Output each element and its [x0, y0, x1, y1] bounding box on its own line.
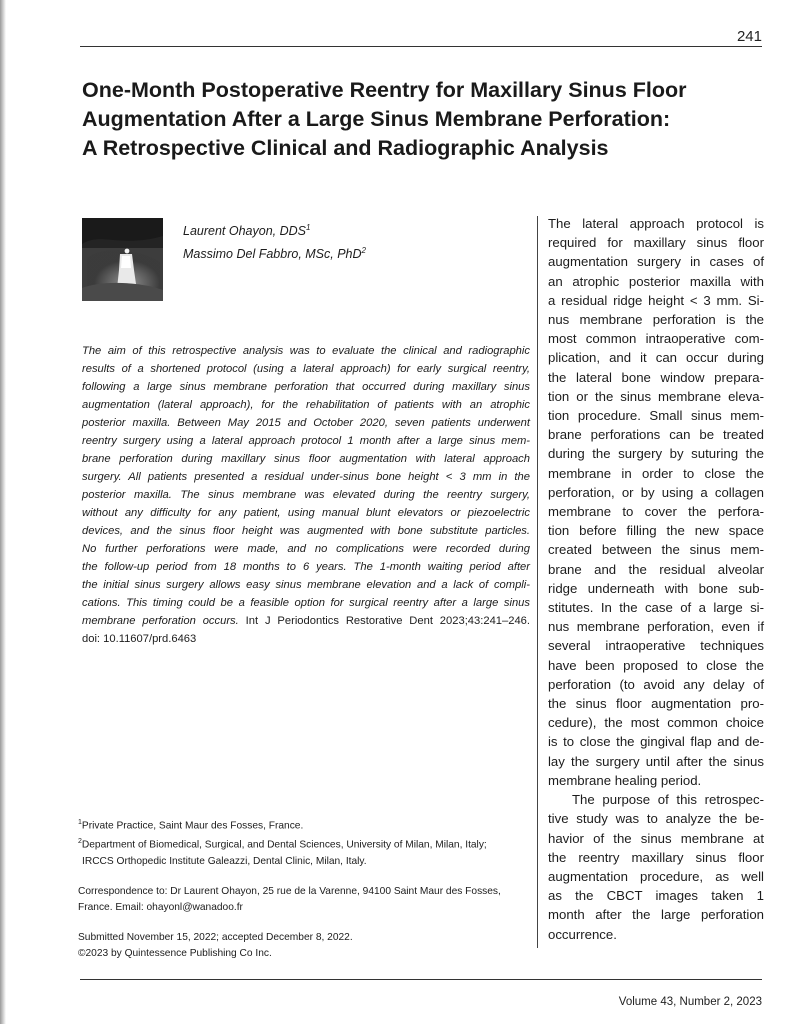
abstract-line: cations. This timing could be a feasible option for surgical reentry after a large sinus: [82, 597, 530, 609]
author-name: Laurent Ohayon, DDS: [183, 224, 306, 239]
affiliation-mark: 1: [78, 819, 82, 826]
author-2: [183, 241, 366, 264]
body-line: havior of the sinus membrane at: [548, 830, 764, 846]
submission-dates: Submitted November 15, 2022; accepted December 8, 2022.: [78, 931, 353, 943]
author-name: Massimo Del Fabbro, MSc, PhD: [183, 247, 362, 262]
author-affiliation-mark: 1: [306, 223, 311, 232]
affiliation-1-text: Private Practice, Saint Maur des Fosses, France.: [81, 820, 304, 832]
abstract-line: devices, and the sinus floor height was augmented with bone substitute particles.: [82, 525, 530, 537]
column-divider: [537, 216, 538, 948]
body-line: required for maxillary sinus floor: [548, 235, 764, 251]
correspondence-email: France. Email: ohayonl@wanadoo.fr: [78, 901, 243, 913]
body-line: tion procedure. Small sinus mem-: [548, 408, 764, 424]
abstract-line: augmentation (lateral approach), for the rehabilitation of patients with an atrophic: [82, 399, 530, 411]
body-line: nus membrane perforation, even if: [548, 619, 764, 635]
abstract: [82, 342, 530, 648]
body-line: a residual ridge height < 3 mm. Si-: [548, 292, 764, 308]
abstract-line: posterior maxilla. The sinus membrane was elevated during the reentry surgery,: [82, 489, 530, 501]
body-line: as the CBCT images taken 1: [548, 888, 764, 904]
body-line: cedure), the most common choice: [548, 715, 764, 731]
copyright: ©2023 by Quintessence Publishing Co Inc.: [78, 947, 272, 959]
abstract-line: following a large sinus membrane perforation that occurred during maxillary sinus: [82, 381, 530, 393]
body-line: have been proposed to close the: [548, 657, 764, 673]
page-number: 241: [736, 28, 762, 45]
body-line: the lateral bone window prepara-: [548, 369, 764, 385]
author-1: [183, 218, 366, 241]
footnotes: [78, 815, 501, 962]
body-line: perforation, or by using a collagen: [548, 484, 764, 500]
body-line: several intraoperative techniques: [548, 638, 764, 654]
body-line: created between the sinus mem-: [548, 542, 764, 558]
abstract-final-text: membrane perforation occurs.: [82, 615, 239, 627]
body-line: an atrophic posterior maxilla with: [548, 273, 764, 289]
page-edge-shadow: [0, 0, 6, 1024]
body-line: membrane to cover the perfora-: [548, 504, 764, 520]
body-line: membrane healing period.: [548, 772, 702, 788]
header-rule: [80, 46, 762, 47]
body-line: most common intraoperative com-: [548, 331, 764, 347]
journal-citation: Int J Periodontics Restorative Dent 2023;43:241–246.: [245, 615, 531, 627]
title-line: One-Month Postoperative Reentry for Maxillary Sinus Floor: [82, 78, 687, 102]
body-line: brane and the residual alveolar: [548, 561, 764, 577]
body-line: the reentry maxillary sinus floor: [548, 849, 764, 865]
body-line: The purpose of this retrospec-: [572, 792, 764, 808]
footer-rule: [80, 979, 762, 980]
author-list: [183, 218, 366, 264]
body-text-column: [548, 214, 764, 944]
affiliation-2-continued: IRCCS Orthopedic Institute Galeazzi, Dental Clinic, Milan, Italy.: [82, 855, 367, 867]
abstract-line: reentry surgery using a lateral approach protocol 1 month after a large sinus mem-: [82, 435, 530, 447]
body-line: during the surgery by suturing the: [548, 446, 764, 462]
abstract-line: the initial sinus surgery allows easy sinus membrane elevation and a lack of compli-: [82, 579, 530, 591]
body-line: lay the surgery until after the sinus: [548, 753, 764, 769]
body-line: tion or the sinus membrane eleva-: [548, 388, 764, 404]
body-line: plication, and it can occur during: [548, 350, 764, 366]
abstract-line: posterior maxilla. Between May 2015 and October 2020, seven patients underwent: [82, 417, 530, 429]
affiliation-mark: 2: [78, 838, 82, 846]
body-line: tive study was to analyze the be-: [548, 811, 764, 827]
abstract-line-final: [82, 612, 530, 630]
body-line: augmentation procedure, as well: [548, 868, 764, 884]
abstract-line: surgery. All patients presented a residual under-sinus bone height < 3 mm in the: [82, 471, 530, 483]
body-line: tion before filling the new space: [548, 523, 764, 539]
affiliation-2: [78, 834, 501, 853]
article-title: [82, 76, 772, 163]
body-line: month after the large perforation: [548, 907, 764, 923]
abstract-line: The aim of this retrospective analysis was to evaluate the clinical and radiographic: [82, 345, 530, 357]
title-line: Augmentation After a Large Sinus Membrane Perforation:: [82, 107, 671, 131]
body-line: perforation (to avoid any delay of: [548, 676, 764, 692]
author-affiliation-mark: 2: [361, 246, 366, 256]
affiliation-2-text: Department of Biomedical, Surgical, and Dental Sciences, University of Milan, Milan, Italy;: [81, 839, 487, 851]
abstract-line: brane perforation during maxillary sinus floor augmentation with lateral approach: [82, 453, 530, 465]
body-line: brane perforations can be treated: [548, 427, 764, 443]
body-line: membrane in order to close the: [548, 465, 764, 481]
abstract-line: No further perforations were made, and no complications were recorded during: [82, 543, 530, 555]
abstract-line: without any difficulty for any patient, using manual blunt elevators or piezoelectric: [82, 507, 530, 519]
correspondence: Correspondence to: Dr Laurent Ohayon, 25 rue de la Varenne, 94100 Saint Maur des Fosses,: [78, 885, 501, 897]
title-line: A Retrospective Clinical and Radiographic Analysis: [82, 136, 609, 160]
body-line: nus membrane perforation is the: [548, 312, 764, 328]
journal-issue-footer: Volume 43, Number 2, 2023: [618, 996, 762, 1008]
body-line: stitutes. In the case of a large si-: [548, 600, 764, 616]
body-line: the sinus floor augmentation pro-: [548, 696, 764, 712]
body-line: ridge underneath with bone sub-: [548, 580, 764, 596]
body-line: The lateral approach protocol is: [548, 216, 764, 231]
abstract-line: the follow-up period from 18 months to 6 years. The 1-month waiting period after: [82, 561, 530, 573]
affiliation-1: [78, 815, 501, 834]
body-line: is to close the gingival flap and de-: [548, 734, 764, 750]
body-line: occurrence.: [548, 926, 617, 942]
body-line: augmentation surgery in cases of: [548, 254, 764, 270]
abstract-line: results of a shortened protocol (using a lateral approach) for early surgical reentry,: [82, 363, 530, 375]
radiograph-thumbnail: [82, 218, 163, 301]
doi: doi: 10.11607/prd.6463: [82, 633, 197, 645]
